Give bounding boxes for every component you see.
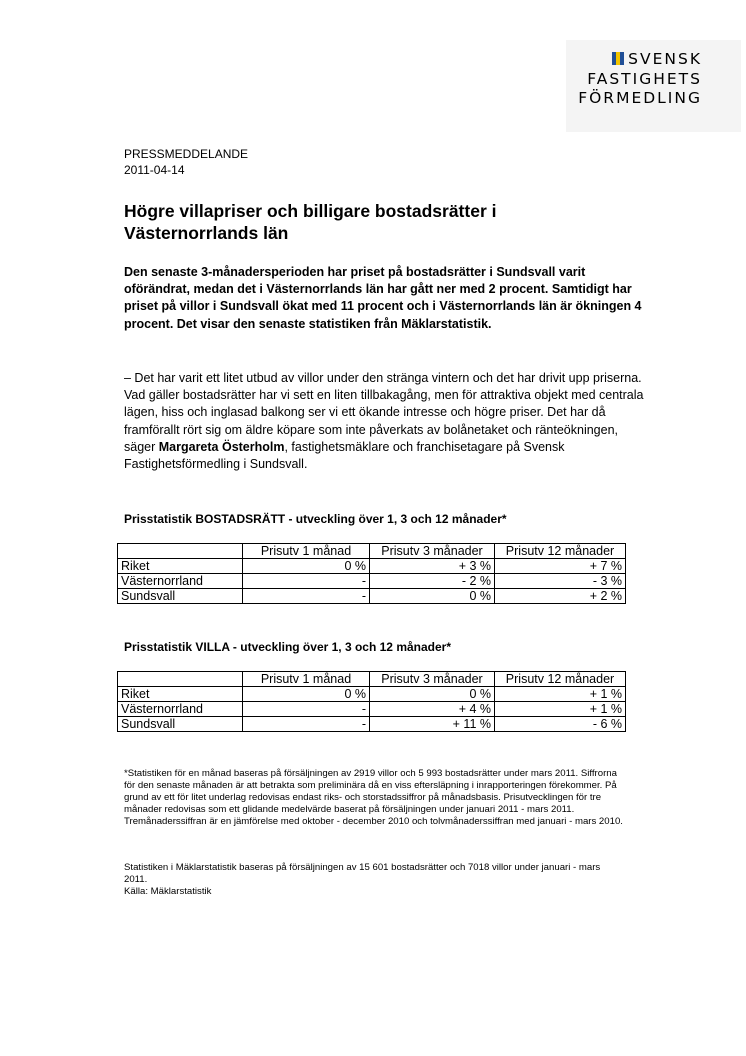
- table-cell: - 2 %: [370, 574, 495, 589]
- table-cell: + 4 %: [370, 702, 495, 717]
- table-cell: 0 %: [370, 687, 495, 702]
- table-cell: + 3 %: [370, 559, 495, 574]
- quote-paragraph: [124, 370, 644, 473]
- quote-tail: , fastighetsmäklare och franchisetagare på Svensk Fastighetsförmedling i Sundsvall.: [124, 439, 565, 472]
- logo-line-1: SVENSK: [628, 50, 702, 68]
- table-cell: + 1 %: [495, 702, 626, 717]
- table-cell: 0 %: [370, 589, 495, 604]
- table-header-cell: Prisutv 3 månader: [370, 544, 495, 559]
- table-header-cell: Prisutv 3 månader: [370, 672, 495, 687]
- table-cell: -: [243, 717, 370, 732]
- table-header-cell: [118, 672, 243, 687]
- footnote-basis: Statistiken i Mäklarstatistik baseras på försäljningen av 15 601 bostadsrätter och 7018 villor under januari - mars 2011.: [124, 862, 601, 885]
- table-cell: 0 %: [243, 687, 370, 702]
- table-cell: -: [243, 589, 370, 604]
- table-row: [118, 559, 626, 574]
- document-meta: [124, 146, 248, 178]
- table-header-cell: Prisutv 1 månad: [243, 544, 370, 559]
- table-row: [118, 717, 626, 732]
- table-header-cell: Prisutv 1 månad: [243, 672, 370, 687]
- table-bostadsratt: [117, 543, 626, 604]
- table-row: [118, 574, 626, 589]
- table-cell: 0 %: [243, 559, 370, 574]
- table-cell: -: [243, 702, 370, 717]
- table-row: [118, 702, 626, 717]
- table-row: [118, 687, 626, 702]
- table-row: [118, 589, 626, 604]
- logo-line-3: FÖRMEDLING: [578, 89, 702, 107]
- table-header-cell: Prisutv 12 månader: [495, 544, 626, 559]
- table-header-cell: [118, 544, 243, 559]
- table-villa: [117, 671, 626, 732]
- table-cell: + 1 %: [495, 687, 626, 702]
- table-cell: Sundsvall: [118, 589, 243, 604]
- swedish-flag-icon: [612, 52, 624, 65]
- table-cell: + 7 %: [495, 559, 626, 574]
- table-cell: Västernorrland: [118, 702, 243, 717]
- table-cell: + 11 %: [370, 717, 495, 732]
- table-villa-heading: Prisstatistik VILLA - utveckling över 1, 3 och 12 månader*: [124, 640, 452, 654]
- document-date: 2011-04-14: [124, 163, 185, 177]
- quote-text: – Det har varit ett litet utbud av villor under den stränga vintern och det har drivit upp priserna. Vad gäller bostadsrätter har vi sett en liten tillbakagång, men för attraktiva objekt med centrala lägen, hiss och inglasad balkong ser vi ett ökande intresse och högre priser. Det har då framförallt rört sig om äldre köpare som inte påverkats av bolånetaket och ränteökningen, säger: [124, 371, 644, 454]
- document-type: PRESSMEDDELANDE: [124, 147, 249, 161]
- table-cell: + 2 %: [495, 589, 626, 604]
- lead-paragraph: Den senaste 3-månadersperioden har priset på bostadsrätter i Sundsvall varit oförändrat, medan det i Västernorrlands län har gått ner med 2 procent. Samtidigt har priset på villor i Sundsvall ökat med 11 procent och i Västernorrlands län är ökningen 4 procent. Det visar den senaste statistiken från Mäklarstatistik.: [124, 265, 642, 331]
- source-line: Källa: Mäklarstatistik: [124, 886, 212, 897]
- table-cell: Riket: [118, 687, 243, 702]
- table-header-row: [118, 672, 626, 687]
- table-cell: Västernorrland: [118, 574, 243, 589]
- page-title: Högre villapriser och billigare bostadsrätter i Västernorrlands län: [124, 201, 497, 243]
- quote-speaker-name: Margareta Österholm: [158, 439, 285, 454]
- table-cell: - 3 %: [495, 574, 626, 589]
- table-bostadsratt-heading: Prisstatistik BOSTADSRÄTT - utveckling över 1, 3 och 12 månader*: [124, 512, 507, 526]
- footnote-statistics: *Statistiken för en månad baseras på försäljningen av 2919 villor och 5 993 bostadsrätter under mars 2011. Siffrorna för den senaste månaden är att betrakta som preliminära då en viss eftersläpning i inrapporteringen förekommer. På grund av ett för litet underlag redovisas endast riks- och storstadssiffror på månadsbasis. Prisutvecklingen för tre månader redovisas som ett glidande medelvärde baserat på försäljningen under januari 2011 - mars 2011. Tremånaderssiffran är en jämförelse med oktober - december 2010 och tolvmånaderssiffran med januari - mars 2010.: [124, 768, 623, 827]
- table-cell: Riket: [118, 559, 243, 574]
- table-cell: -: [243, 574, 370, 589]
- table-header-cell: Prisutv 12 månader: [495, 672, 626, 687]
- logo-line-2: FASTIGHETS: [587, 69, 702, 88]
- table-cell: - 6 %: [495, 717, 626, 732]
- table-header-row: [118, 544, 626, 559]
- table-cell: Sundsvall: [118, 717, 243, 732]
- company-logo: [578, 50, 702, 109]
